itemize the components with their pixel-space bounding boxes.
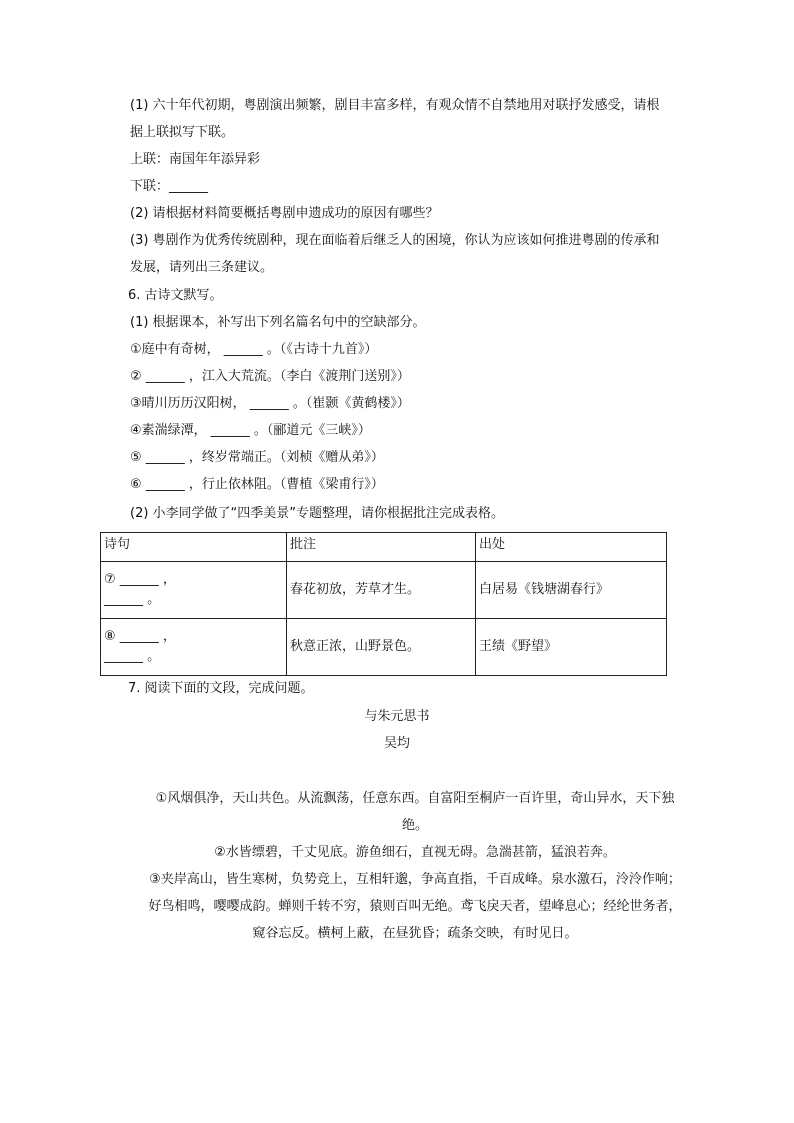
table-cell-poem	[101, 562, 287, 619]
table-row	[101, 562, 667, 619]
poem-line-1: ⑦ ______ ，	[104, 572, 176, 587]
q5-sub2: (2) 请根据材料简要概括粤剧申遗成功的原因有哪些？	[130, 206, 439, 221]
table-row	[101, 619, 667, 676]
q5-sub3-line1: (3) 粤剧作为优秀传统剧种，现在面临着后继乏人的困境，你认为应该如何推进粤剧的传承和	[130, 233, 660, 248]
table-cell-note: 秋意正浓，山野景色。	[287, 619, 476, 676]
q6-item-4: ④素湍绿潭， ______ 。（郦道元《三峡》）	[130, 423, 371, 438]
essay-p1-line1: ①风烟俱净，天山共色。从流飘荡，任意东西。自富阳至桐庐一百许里，奇山异水，天下独	[155, 791, 675, 806]
poem-line-1: ⑧ ______ ，	[104, 629, 176, 644]
q6-item-1: ①庭中有奇树， ______ 。（《古诗十九首》）	[130, 342, 378, 357]
table-cell-note: 春花初放，芳草才生。	[287, 562, 476, 619]
table-cell-source: 王绩《野望》	[476, 619, 667, 676]
q6-item-6: ⑥ ______ ，行止依林阻。（曹植《梁甫行》）	[130, 477, 384, 492]
q6-sub1: (1) 根据课本，补写出下列名篇名句中的空缺部分。	[130, 315, 426, 330]
q6-item-2: ② ______ ，江入大荒流。（李白《渡荆门送别》）	[130, 369, 410, 384]
poem-line-2: ______ 。	[104, 649, 161, 664]
essay-title: 与朱元思书	[364, 709, 430, 724]
table-header-row	[101, 533, 667, 562]
q6-sub2: (2) 小李同学做了“四季美景”专题整理，请你根据批注完成表格。	[130, 506, 505, 521]
essay-p3-line2: 好鸟相鸣，嘤嘤成韵。蝉则千转不穷，猿则百叫无绝。鸢飞戾天者，望峰息心；经纶世务者，	[148, 899, 682, 914]
q5-upper-couplet: 上联：南国年年添异彩	[130, 152, 261, 167]
essay-p2: ②水皆缥碧，千丈见底。游鱼细石，直视无碍。急湍甚箭，猛浪若奔。	[214, 845, 616, 860]
q5-lower-couplet-blank: 下联：______	[130, 179, 209, 194]
essay-p1-line2: 绝。	[401, 818, 428, 833]
poem-line-2: ______ 。	[104, 592, 161, 607]
essay-p3-line3: 窥谷忘反。横柯上蔽，在昼犹昏；疏条交映，有时见日。	[252, 926, 578, 941]
q6-item-5: ⑤ ______ ，终岁常端正。（刘桢《赠从弟》）	[130, 450, 384, 465]
table-cell-source: 白居易《钱塘湖春行》	[476, 562, 667, 619]
q7-title: 7. 阅读下面的文段，完成问题。	[128, 681, 314, 696]
q6-title: 6. 古诗文默写。	[128, 288, 223, 303]
table-cell-poem	[101, 619, 287, 676]
table-header-source: 出处	[476, 533, 667, 562]
essay-p3-line1: ③夹岸高山，皆生寒树，负势竞上，互相轩邈，争高直指，千百成峰。泉水激石，泠泠作响；	[149, 872, 681, 887]
q5-sub1-line1: (1) 六十年代初期，粤剧演出频繁，剧目丰富多样，有观众情不自禁地用对联抒发感受，请根	[130, 98, 660, 113]
q6-item-3: ③晴川历历汉阳树， ______ 。（崔颢《黄鹤楼》）	[130, 396, 410, 411]
q5-sub1-line2: 据上联拟写下联。	[130, 125, 235, 140]
table-header-poem: 诗句	[101, 533, 287, 562]
table-header-note: 批注	[287, 533, 476, 562]
essay-author: 吴均	[383, 736, 410, 751]
seasons-table	[100, 532, 667, 676]
q5-sub3-line2: 发展，请列出三条建议。	[130, 260, 274, 275]
